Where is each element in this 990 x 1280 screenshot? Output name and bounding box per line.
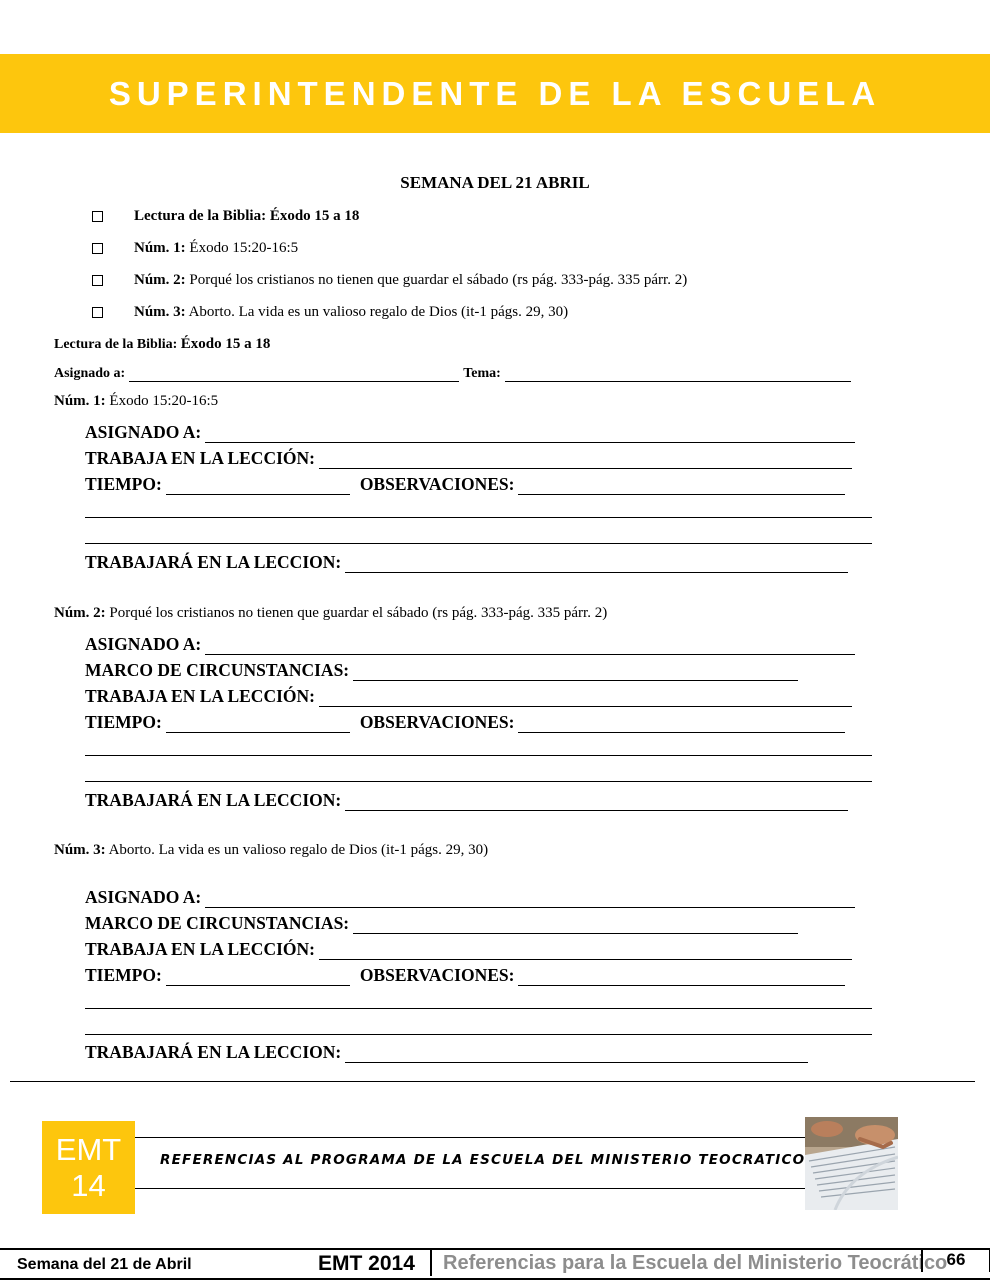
checklist-item-part-1[interactable] xyxy=(92,238,298,258)
field-label: TIEMPO: xyxy=(85,712,162,732)
field-label: TIEMPO: xyxy=(85,965,162,985)
part-1-time-obs xyxy=(85,473,845,495)
assigned-blank[interactable] xyxy=(205,426,855,443)
part-2-will-work xyxy=(85,789,848,811)
footer-reference: Referencias para la Escuela del Ministerio Teocrático xyxy=(443,1252,948,1274)
emt-badge-number: 14 xyxy=(71,1167,106,1203)
part-3-setting xyxy=(85,912,798,934)
part-2-title xyxy=(54,605,607,622)
checklist-label: Lectura de la Biblia: Éxodo 15 a 18 xyxy=(134,207,360,224)
header-banner xyxy=(0,54,990,133)
part-1-will-work xyxy=(85,551,848,573)
observations-line[interactable] xyxy=(85,1007,872,1009)
part-3-title xyxy=(54,842,488,859)
checkbox[interactable] xyxy=(92,307,103,318)
part-2-setting xyxy=(85,659,798,681)
observations-blank[interactable] xyxy=(518,969,845,986)
theme-blank[interactable] xyxy=(505,369,851,382)
part-number: Núm. 1: xyxy=(54,393,106,409)
time-blank[interactable] xyxy=(166,969,350,986)
theme-label: Tema: xyxy=(463,366,501,381)
observations-blank[interactable] xyxy=(518,478,845,495)
footer-week: Semana del 21 de Abril xyxy=(17,1256,192,1273)
emt-badge-label: EMT xyxy=(55,1131,122,1167)
emt-badge xyxy=(42,1121,135,1214)
observations-line[interactable] xyxy=(85,754,872,756)
checklist-item-part-2[interactable] xyxy=(92,270,687,290)
page-footer xyxy=(0,1248,990,1280)
checklist-text: Aborto. La vida es un valioso regalo de Dios (it-1 págs. 29, 30) xyxy=(185,303,569,320)
part-text: Éxodo 15:20-16:5 xyxy=(105,393,219,409)
field-label: ASIGNADO A: xyxy=(85,634,202,654)
part-text: Porqué los cristianos no tienen que guardar el sábado (rs pág. 333-pág. 335 párr. 2) xyxy=(105,605,608,621)
observations-line[interactable] xyxy=(85,1033,872,1035)
reading-label: Lectura de la Biblia: xyxy=(54,337,181,352)
part-1-title xyxy=(54,393,218,410)
will-work-blank[interactable] xyxy=(345,794,848,811)
field-label: TRABAJARÁ EN LA LECCION: xyxy=(85,1042,342,1062)
rule-line xyxy=(135,1188,805,1189)
observations-line[interactable] xyxy=(85,542,872,544)
assigned-label: Asignado a: xyxy=(54,366,126,381)
observations-line[interactable] xyxy=(85,516,872,518)
setting-blank[interactable] xyxy=(353,664,798,681)
part-1-working xyxy=(85,447,852,469)
part-3-working xyxy=(85,938,852,960)
part-2-time-obs xyxy=(85,711,845,733)
checklist-item-part-3[interactable] xyxy=(92,302,568,322)
footer-emt: EMT 2014 xyxy=(318,1252,415,1275)
time-blank[interactable] xyxy=(166,478,350,495)
part-1-assigned xyxy=(85,421,855,443)
field-label: OBSERVACIONES: xyxy=(359,965,515,985)
field-label: TRABAJARÁ EN LA LECCION: xyxy=(85,552,342,572)
open-book-icon xyxy=(805,1117,898,1210)
working-blank[interactable] xyxy=(319,452,852,469)
reading-heading xyxy=(54,336,270,353)
field-label: OBSERVACIONES: xyxy=(359,474,515,494)
checklist-label: Núm. 3: xyxy=(134,303,186,320)
separator-line xyxy=(10,1081,975,1082)
assigned-blank[interactable] xyxy=(205,891,855,908)
part-3-will-work xyxy=(85,1041,808,1063)
will-work-blank[interactable] xyxy=(345,1046,808,1063)
banner-title: SUPERINTENDENTE DE LA ESCUELA xyxy=(108,74,882,112)
field-label: MARCO DE CIRCUNSTANCIAS: xyxy=(85,913,350,933)
rule-line xyxy=(135,1137,805,1138)
references-banner-text: REFERENCIAS AL PROGRAMA DE LA ESCUELA DEL MINISTERIO TEOCRATICO xyxy=(160,1152,806,1168)
checklist-text: Porqué los cristianos no tienen que guardar el sábado (rs pág. 333-pág. 335 párr. 2) xyxy=(185,271,688,288)
checkbox[interactable] xyxy=(92,211,103,222)
assigned-blank[interactable] xyxy=(129,369,459,382)
checkbox[interactable] xyxy=(92,275,103,286)
checklist-text: Éxodo 15:20-16:5 xyxy=(185,239,299,256)
observations-blank[interactable] xyxy=(518,716,845,733)
field-label: TRABAJA EN LA LECCIÓN: xyxy=(85,686,315,706)
assigned-blank[interactable] xyxy=(205,638,855,655)
field-label: TRABAJA EN LA LECCIÓN: xyxy=(85,448,315,468)
part-2-assigned xyxy=(85,633,855,655)
field-label: ASIGNADO A: xyxy=(85,887,202,907)
field-label: OBSERVACIONES: xyxy=(359,712,515,732)
checkbox[interactable] xyxy=(92,243,103,254)
observations-line[interactable] xyxy=(85,780,872,782)
part-3-assigned xyxy=(85,886,855,908)
bible-photo xyxy=(805,1117,898,1210)
part-2-working xyxy=(85,685,852,707)
part-text: Aborto. La vida es un valioso regalo de Dios (it-1 págs. 29, 30) xyxy=(105,842,489,858)
field-label: MARCO DE CIRCUNSTANCIAS: xyxy=(85,660,350,680)
footer-divider xyxy=(430,1248,432,1276)
time-blank[interactable] xyxy=(166,716,350,733)
checklist-item-reading[interactable] xyxy=(92,206,359,226)
working-blank[interactable] xyxy=(319,690,852,707)
reading-title: Éxodo 15 a 18 xyxy=(180,336,271,352)
setting-blank[interactable] xyxy=(353,917,798,934)
field-label: TRABAJA EN LA LECCIÓN: xyxy=(85,939,315,959)
will-work-blank[interactable] xyxy=(345,556,848,573)
field-label: ASIGNADO A: xyxy=(85,422,202,442)
part-number: Núm. 3: xyxy=(54,842,106,858)
checklist-label: Núm. 2: xyxy=(134,271,186,288)
field-label: TRABAJARÁ EN LA LECCION: xyxy=(85,790,342,810)
checklist-label: Núm. 1: xyxy=(134,239,186,256)
working-blank[interactable] xyxy=(319,943,852,960)
week-heading: SEMANA DEL 21 ABRIL xyxy=(400,173,590,192)
reading-assign-row xyxy=(54,366,851,382)
field-label: TIEMPO: xyxy=(85,474,162,494)
page-number: 66 xyxy=(921,1248,990,1272)
part-3-time-obs xyxy=(85,964,845,986)
part-number: Núm. 2: xyxy=(54,605,106,621)
